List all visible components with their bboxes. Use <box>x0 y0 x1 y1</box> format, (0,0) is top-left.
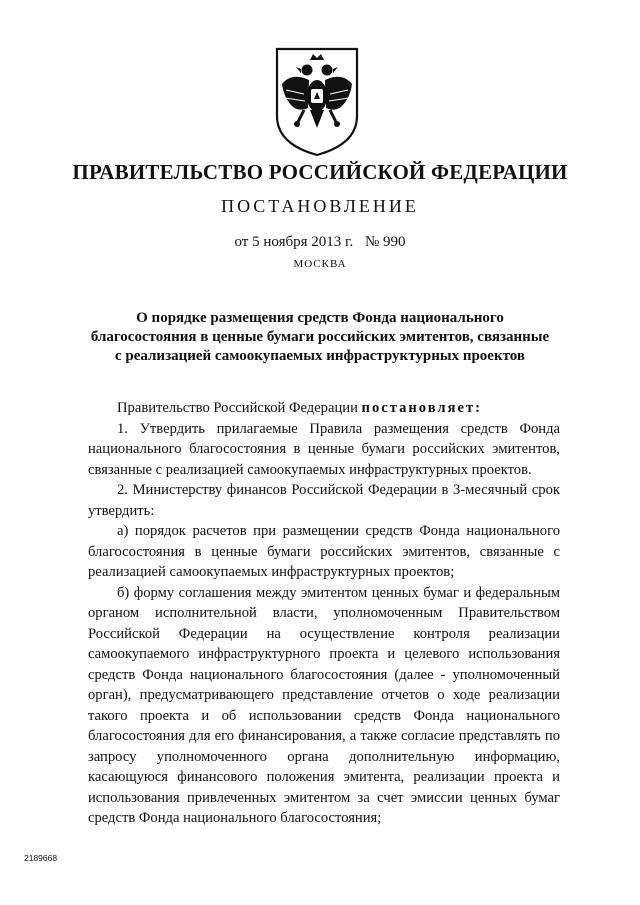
preamble-action: постановляет: <box>361 400 482 416</box>
government-title: ПРАВИТЕЛЬСТВО РОССИЙСКОЙ ФЕДЕРАЦИИ <box>72 160 568 184</box>
preamble-text: Правительство Российской Федерации <box>117 400 362 416</box>
paragraph-item-1: 1. Утвердить прилагаемые Правила размещения средств Фонда национального благосостояния в ценные бумаги российских эмитентов, связанные с реализацией самоокупаемых инфраструктурных проектов. <box>88 420 560 478</box>
document-heading: О порядке размещения средств Фонда национального благосостояния в ценные бумаги российских эмитентов, связанные с реализацией самоокупаемых инфраструктурных проектов <box>90 310 550 364</box>
document-type: ПОСТАНОВЛЕНИЕ <box>221 196 419 216</box>
document-date-line <box>0 234 640 251</box>
footer-code: 2189668 <box>24 853 58 863</box>
document-city: МОСКВА <box>293 258 347 270</box>
paragraph-item-2: 2. Министерству финансов Российской Федерации в 3-месячный срок утвердить: <box>88 482 560 519</box>
coat-of-arms-icon <box>274 46 360 158</box>
document-date: от 5 ноября 2013 г. <box>234 234 354 250</box>
preamble <box>88 398 560 419</box>
document-number: № 990 <box>364 234 406 250</box>
paragraph-item-2b: б) форму соглашения между эмитентом ценных бумаг и федеральным органом исполнительной власти, уполномоченным Правительством Российской Федерации на осуществление контроля реализации самоокупаемого инфраструктурного проекта и целевого использования средств Фонда национального благосостояния (далее - уполномоченный орган), предусматривающего представление отчетов о ходе реализации такого проекта и об использовании средств Фонда национального благосостояния для его финансирования, а также согласие представлять по запросу уполномоченного органа дополнительную информацию, касающуюся финансового положения эмитента, реализации проекта и использования привлеченных эмитентом за счет эмиссии ценных бумаг средств Фонда национального благосостояния; <box>88 584 560 826</box>
document-body <box>88 398 560 829</box>
paragraph-item-2a: а) порядок расчетов при размещении средств Фонда национального благосостояния в ценные бумаги российских эмитентов, связанные с реализацией самоокупаемых инфраструктурных проектов; <box>88 523 560 580</box>
